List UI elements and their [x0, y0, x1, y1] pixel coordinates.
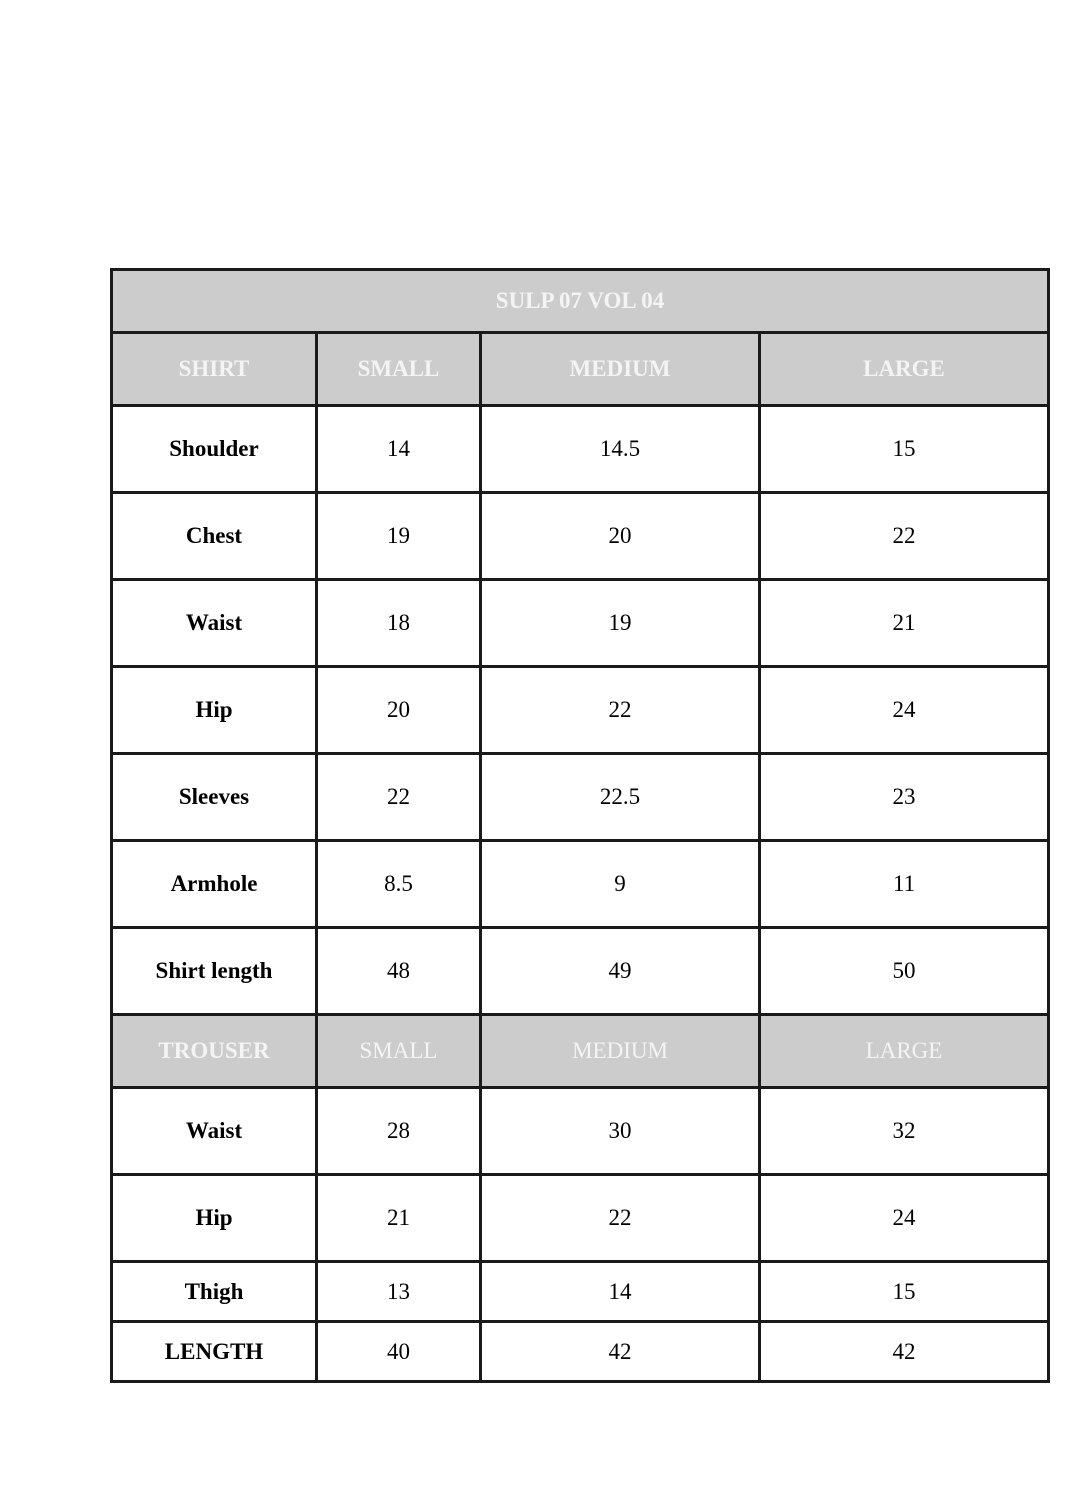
row-label: LENGTH — [112, 1322, 317, 1382]
medium-value: 22 — [481, 1175, 760, 1262]
shirt-header-section: SHIRT — [112, 333, 317, 406]
large-value: 50 — [760, 928, 1049, 1015]
medium-value: 14.5 — [481, 406, 760, 493]
row-label: Shirt length — [112, 928, 317, 1015]
row-label: Thigh — [112, 1262, 317, 1322]
medium-value: 49 — [481, 928, 760, 1015]
table-row — [112, 406, 1049, 493]
medium-value: 9 — [481, 841, 760, 928]
table-row — [112, 667, 1049, 754]
large-value: 24 — [760, 667, 1049, 754]
row-label: Sleeves — [112, 754, 317, 841]
row-label: Shoulder — [112, 406, 317, 493]
large-value: 15 — [760, 406, 1049, 493]
large-value: 21 — [760, 580, 1049, 667]
trouser-header-section: TROUSER — [112, 1015, 317, 1088]
table-row — [112, 1262, 1049, 1322]
medium-value: 42 — [481, 1322, 760, 1382]
small-value: 21 — [317, 1175, 481, 1262]
row-label: Waist — [112, 1088, 317, 1175]
small-value: 19 — [317, 493, 481, 580]
table-row — [112, 928, 1049, 1015]
row-label: Chest — [112, 493, 317, 580]
row-label: Hip — [112, 1175, 317, 1262]
trouser-header-medium: MEDIUM — [481, 1015, 760, 1088]
small-value: 20 — [317, 667, 481, 754]
medium-value: 19 — [481, 580, 760, 667]
large-value: 22 — [760, 493, 1049, 580]
shirt-header-small: SMALL — [317, 333, 481, 406]
medium-value: 22.5 — [481, 754, 760, 841]
small-value: 13 — [317, 1262, 481, 1322]
small-value: 40 — [317, 1322, 481, 1382]
table-row — [112, 754, 1049, 841]
table-title: SULP 07 VOL 04 — [112, 270, 1049, 333]
trouser-header-large: LARGE — [760, 1015, 1049, 1088]
small-value: 14 — [317, 406, 481, 493]
table-row — [112, 1088, 1049, 1175]
large-value: 42 — [760, 1322, 1049, 1382]
row-label: Hip — [112, 667, 317, 754]
small-value: 48 — [317, 928, 481, 1015]
large-value: 23 — [760, 754, 1049, 841]
shirt-header-large: LARGE — [760, 333, 1049, 406]
small-value: 18 — [317, 580, 481, 667]
size-chart-table — [110, 268, 1050, 1383]
small-value: 28 — [317, 1088, 481, 1175]
title-row — [112, 270, 1049, 333]
row-label: Waist — [112, 580, 317, 667]
table-row — [112, 580, 1049, 667]
table-row — [112, 1175, 1049, 1262]
small-value: 22 — [317, 754, 481, 841]
table-row — [112, 1322, 1049, 1382]
small-value: 8.5 — [317, 841, 481, 928]
large-value: 15 — [760, 1262, 1049, 1322]
medium-value: 30 — [481, 1088, 760, 1175]
medium-value: 22 — [481, 667, 760, 754]
large-value: 11 — [760, 841, 1049, 928]
large-value: 24 — [760, 1175, 1049, 1262]
shirt-header-row — [112, 333, 1049, 406]
medium-value: 20 — [481, 493, 760, 580]
table-row — [112, 493, 1049, 580]
large-value: 32 — [760, 1088, 1049, 1175]
table-row — [112, 841, 1049, 928]
trouser-header-row — [112, 1015, 1049, 1088]
shirt-header-medium: MEDIUM — [481, 333, 760, 406]
row-label: Armhole — [112, 841, 317, 928]
medium-value: 14 — [481, 1262, 760, 1322]
trouser-header-small: SMALL — [317, 1015, 481, 1088]
